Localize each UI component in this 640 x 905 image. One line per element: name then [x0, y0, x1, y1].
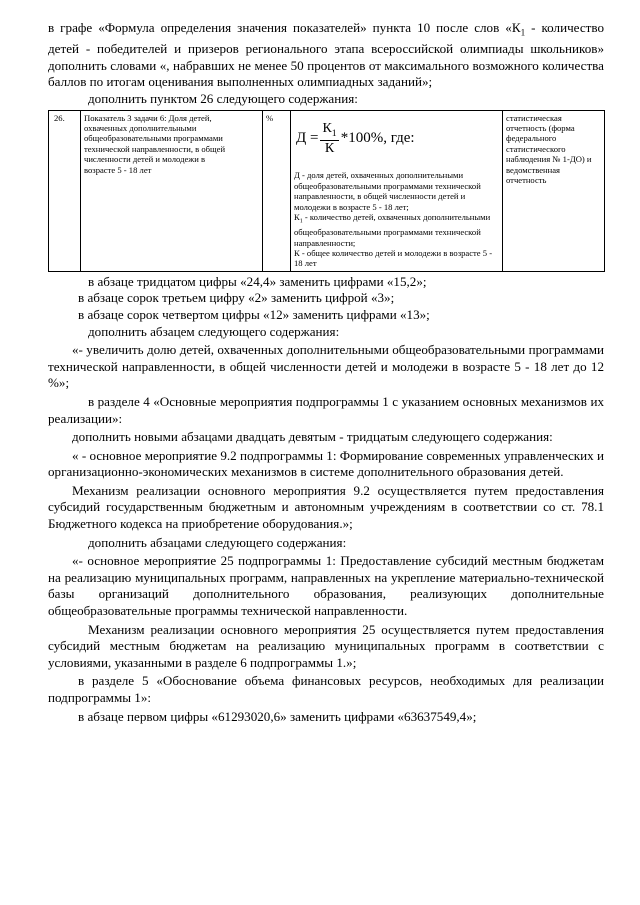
paragraph-10: « - основное мероприятие 9.2 подпрограммы 1: Формирование современных управленческих и организационно-экономических механизмов в системе дополнительного образования детей.	[48, 447, 604, 480]
formula-denominator: К	[324, 141, 335, 157]
paragraph-7: «- увеличить долю детей, охваченных дополнительными общеобразовательными программами технической направленности, в общей численности детей и молодежи в возрасте 5 - 18 лет до 12 %»;	[48, 342, 604, 391]
paragraph-1-text-a: в графе «Формула определения значения показателей» пункта 10 после слов «К	[48, 20, 521, 35]
paragraph-1-text-b: - количество детей - победителей и призеров регионального этапа всероссийской олимпиады школьников» дополнить словами «, набравших не менее 50 процентов от максимального возможного количества баллов по итогам оценивания выполненных олимпиадных заданий»;	[48, 20, 604, 90]
table-cell-formula	[291, 110, 503, 271]
formula-numerator-subscript: 1	[331, 127, 337, 139]
paragraph-8: в разделе 4 «Основные мероприятия подпрограммы 1 с указанием основных механизмов их реализации»:	[48, 393, 604, 426]
paragraph-12: дополнить абзацами следующего содержания:	[88, 534, 347, 550]
table-cell-source: статистическая отчетность (форма федерального статистического наблюдения № 1-ДО) и ведомственная отчетность	[503, 110, 605, 271]
paragraph-5: в абзаце сорок четвертом цифры «12» заменить цифрами «13»;	[78, 306, 430, 322]
formula-numerator-letter: К	[322, 120, 332, 136]
formula-fraction	[320, 121, 338, 157]
indicator-table	[48, 110, 605, 272]
formula-description-2-subscript: 1	[299, 218, 303, 225]
formula	[296, 121, 499, 157]
paragraph-15: в разделе 5 «Обоснование объема финансовых ресурсов, необходимых для реализации подпрограммы 1»:	[48, 673, 604, 705]
paragraph-3: в абзаце тридцатом цифры «24,4» заменить цифрами «15,2»;	[88, 273, 427, 289]
paragraph-1	[48, 20, 604, 91]
paragraph-6: дополнить абзацем следующего содержания:	[88, 323, 340, 339]
formula-tail: *100%, где:	[340, 130, 415, 147]
paragraph-1-subscript: 1	[520, 27, 526, 38]
paragraph-9: дополнить новыми абзацами двадцать девятым - тридцатым следующего содержания:	[72, 429, 553, 445]
paragraph-2: дополнить пунктом 26 следующего содержания:	[88, 90, 358, 106]
table-cell-indicator-name: Показатель 3 задачи 6: Доля детей, охваченных дополнительными общеобразовательными программами технической направленности, в общей численности детей и молодежи в возрасте 5 - 18 лет	[81, 110, 263, 271]
formula-description-3: К - общее количество детей и молодежи в возрасте 5 - 18 лет	[294, 247, 493, 269]
formula-description-2-letter: К	[294, 212, 300, 222]
formula-description-2	[294, 212, 499, 248]
formula-description-2-text: - количество детей, охваченных дополнительными общеобразовательными программами технической направленности;	[294, 212, 491, 248]
formula-lhs: Д =	[296, 130, 319, 147]
table-cell-number: 26.	[49, 110, 81, 271]
paragraph-4: в абзаце сорок третьем цифру «2» заменить цифрой «3»;	[78, 290, 395, 306]
paragraph-11: Механизм реализации основного мероприятия 9.2 осуществляется путем предоставления субсидий государственным бюджетным и автономным учреждениям в соответствии со ст. 78.1 Бюджетного кодекса на приобретение оборудования.»;	[48, 482, 604, 532]
table-cell-unit: %	[263, 110, 291, 271]
paragraph-13: «- основное мероприятие 25 подпрограммы 1: Предоставление субсидий местным бюджетам на реализацию муниципальных программ, направленных на укрепление материально-технической базы организаций дополнительного образования, реализующих дополнительные общеобразовательные программы технической направленности.	[48, 553, 604, 619]
paragraph-16: в абзаце первом цифры «61293020,6» заменить цифрами «63637549,4»;	[78, 708, 477, 724]
document-page	[48, 20, 604, 725]
formula-numerator	[320, 121, 338, 142]
table-row	[49, 110, 605, 271]
formula-description-1: Д - доля детей, охваченных дополнительными общеобразовательными программами технической направленности, в общей численности детей и молодежи в возрасте 5 - 18 лет;	[294, 170, 481, 212]
paragraph-14: Механизм реализации основного мероприятия 25 осуществляется путем предоставления субсидий местным бюджетам на реализацию муниципальных программ в соответствии с условиями, указанными в разделе 6 подпрограммы 1.»;	[48, 621, 604, 670]
